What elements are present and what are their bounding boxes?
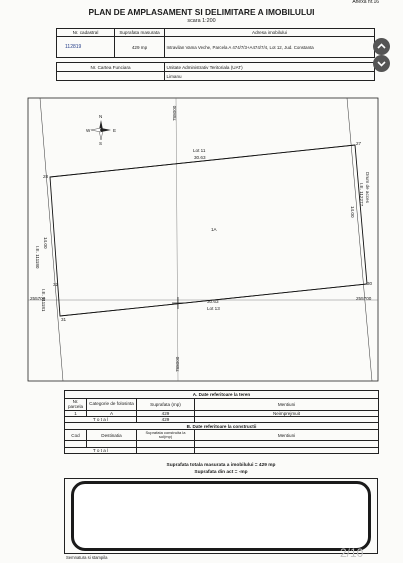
page-indicator: 2/10	[340, 546, 364, 560]
parcel-number-header: Nr. parcela	[65, 399, 87, 411]
lot-11-length: 30.63	[194, 155, 206, 160]
construction-destination-header: Destinatia	[87, 430, 137, 441]
construction-total-label: T o t a l	[65, 448, 137, 454]
compass-south-label: S	[99, 141, 103, 146]
land-use-header: Categorie de folosinta	[87, 399, 137, 411]
measured-area-label: Suprafata masurata	[115, 29, 165, 37]
annex-number: Anexa nr.16	[352, 0, 379, 5]
point-28-label: 28	[43, 174, 49, 179]
lot-11-label: Lot 11	[193, 148, 206, 153]
grid-left-coordinate: 255700	[30, 296, 46, 301]
point-32-label: 32	[53, 282, 59, 287]
land-total-label: T o t a l	[65, 417, 137, 423]
point-30-label: 30	[367, 281, 373, 286]
cadastral-number-value: 112819	[57, 37, 115, 58]
grid-right-coordinate: 255700	[356, 296, 372, 301]
compass-north-label: N	[99, 114, 103, 119]
document-title: PLAN DE AMPLASAMENT SI DELIMITARE A IMOBILULUI	[88, 7, 315, 17]
deed-area-summary: Suprafata din act = -mp	[194, 470, 248, 475]
signature-label: Semnatura si stampila	[66, 555, 108, 560]
address-label: Adresa imobilului	[165, 29, 375, 37]
compass-east-label: E	[113, 128, 117, 133]
land-use-cell: A	[87, 411, 137, 417]
land-area-cell: 429	[137, 411, 195, 417]
access-road-id: I.E. 112277	[359, 183, 364, 207]
land-notes-cell: Neimprejmuit	[195, 411, 379, 417]
measured-area-value: 429 mp	[115, 37, 165, 58]
constructions-table	[64, 422, 379, 454]
parcel-id-label: 1A	[211, 227, 217, 232]
construction-code-header: Cod	[65, 430, 87, 441]
plan-scale: scara 1:200	[187, 18, 216, 24]
plan-frame	[28, 98, 378, 381]
parcel-number-cell: 1	[65, 411, 87, 417]
bottom-left-neighbor-id: I.E. 111181	[41, 289, 46, 312]
land-total-area: 429	[137, 417, 195, 423]
parcel-1a-outline	[50, 145, 367, 316]
access-road-length: 14.00	[350, 206, 355, 218]
land-book-label: Nr. Cartea Funciara	[57, 63, 165, 72]
left-neighbor-id: I.E. 111180	[35, 246, 40, 269]
grid-top-coordinate: 788000	[172, 105, 177, 121]
land-notes-header: Mentiuni	[195, 399, 379, 411]
lot-13-length: 30.63	[207, 299, 219, 304]
redaction-frame	[64, 478, 378, 554]
grid-line-vertical	[176, 98, 178, 381]
land-data-heading: A. Date referitoare la teren	[65, 391, 379, 399]
land-area-header: Suprafata (mp)	[137, 399, 195, 411]
construction-notes-header: Mentiuni	[195, 430, 379, 441]
compass-west-label: W	[86, 128, 91, 133]
point-27-label: 27	[356, 141, 362, 146]
construction-area-header: Suprafata construita la sol(mp)	[137, 430, 195, 441]
point-31-label: 31	[61, 317, 67, 322]
uat-value: Limanu	[165, 72, 375, 81]
cadastral-number-label: Nr. cadastral	[57, 29, 115, 37]
access-road-label: Drum de acces	[365, 172, 370, 203]
address-value: Intravilan Vama Veche, Parcela A 474/7/3+A474/7/4, Lot 12, Jud. Constanta	[165, 37, 375, 58]
left-boundary-length: 14.00	[43, 237, 48, 249]
uat-label: Unitate Administrativ Teritoriala (UAT)	[165, 63, 375, 72]
lot-13-label: Lot 13	[207, 306, 220, 311]
compass-icon	[91, 120, 111, 140]
total-area-summary: Suprafata totala masurata a imobilului = 429 mp	[166, 463, 276, 468]
constructions-heading: B. Date referitoare la constructii	[65, 423, 379, 430]
land-data-table	[64, 390, 379, 423]
redacted-content-area	[71, 481, 371, 551]
grid-bottom-coordinate: 788000	[175, 356, 180, 372]
